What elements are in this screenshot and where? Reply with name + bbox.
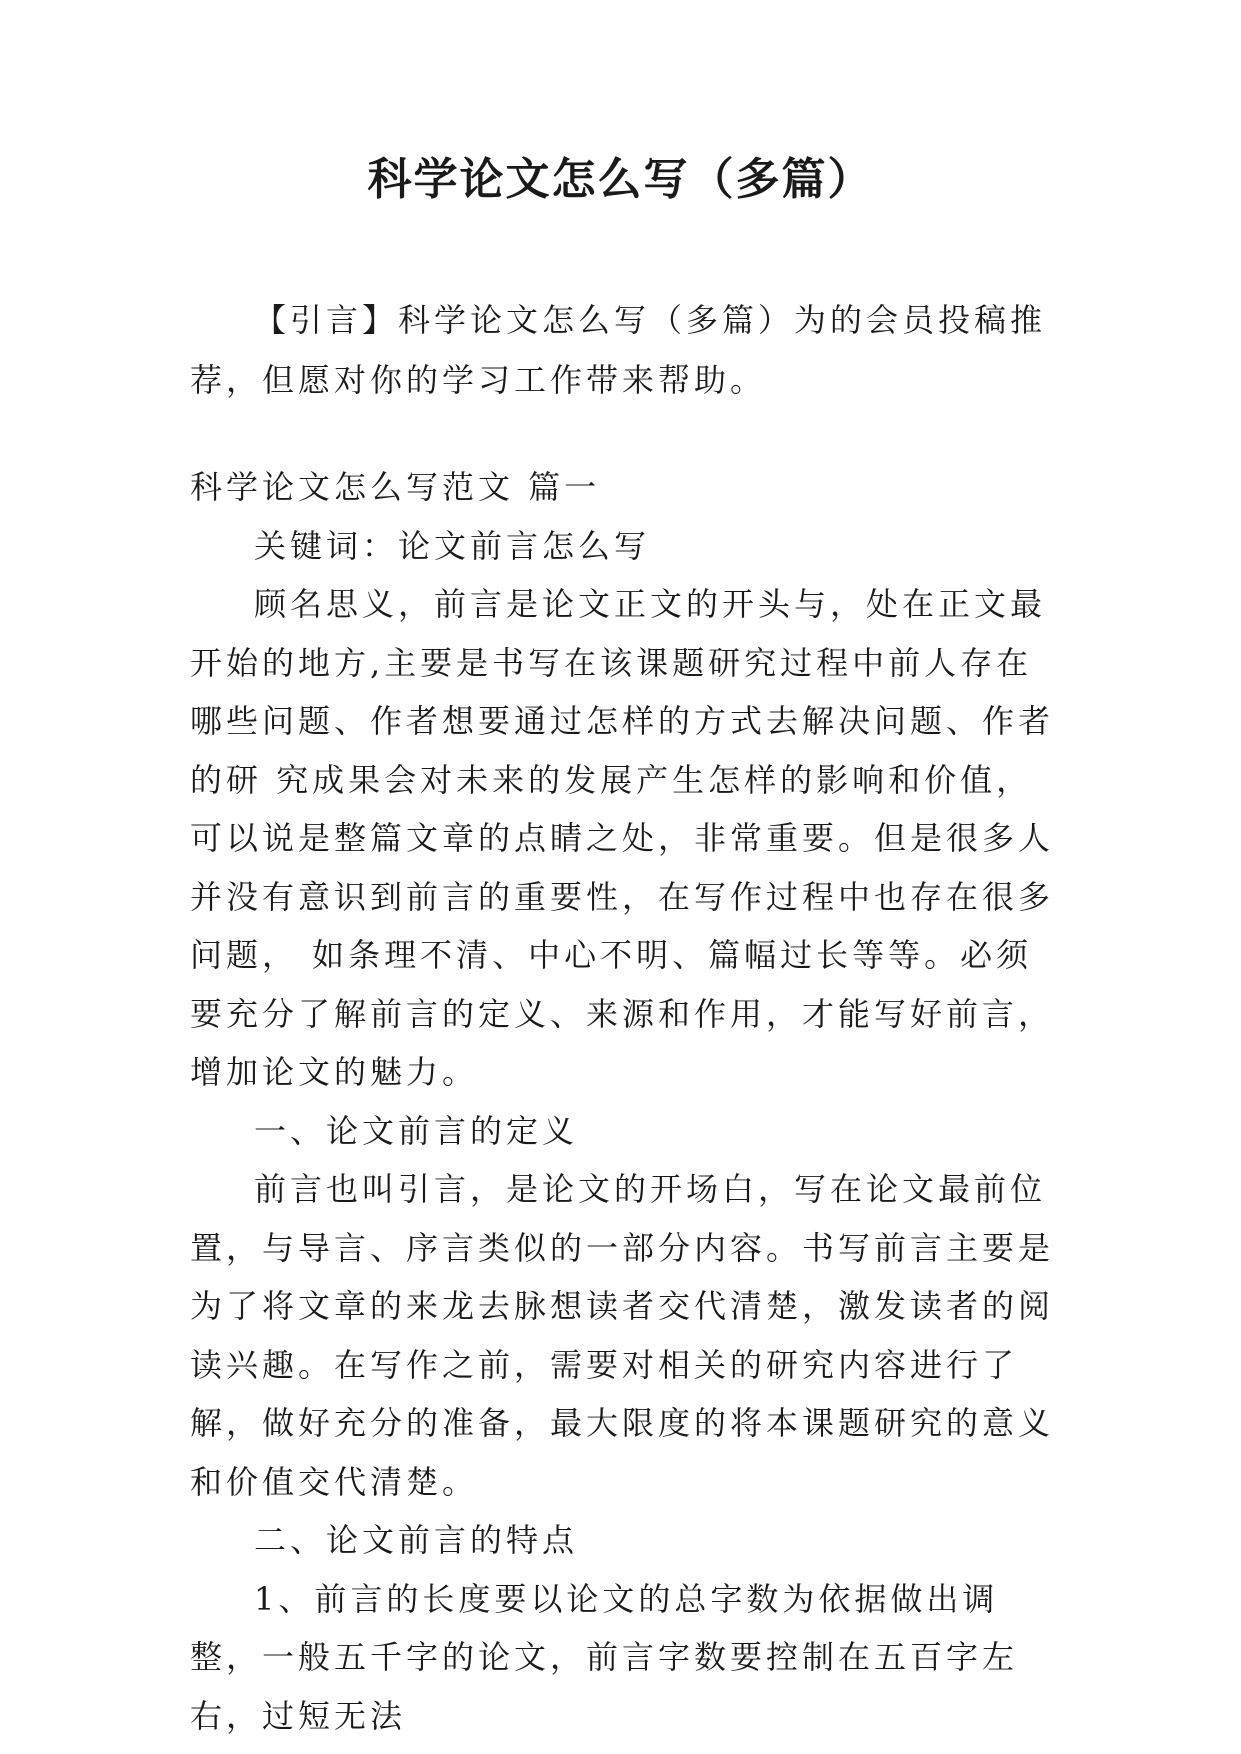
subheading: 二、论文前言的特点 [254,1521,579,1559]
subheading: 一、论文前言的定义 [254,1111,579,1150]
keywords-line: 关键词：论文前言怎么写 [254,526,651,565]
section-heading: 科学论文怎么写范文 篇一 [190,468,601,506]
body-paragraph: 前言也叫引言，是论文的开场白，写在论文最前位置，与导言、序言类似的一部分内容。书写前言主要是为了将文章的来龙去脉想读者交代清楚，激发读者的阅读兴趣。在写作之前，需要对相关的研究内容进行了解，做好充分的准备，最大限度的将本课题研究的意义和价值交代清楚。 [190,1170,1055,1501]
document-body [190,458,1060,1745]
body-paragraph: 顾名思义，前言是论文正文的开头与，处在正文最开始的地方,主要是书写在该课题研究过程中前人存在哪些问题、作者想要通过怎样的方式去解决问题、作者的研 究成果会对未来的发展产生怎样的影响和价值，可以说是整篇文章的点睛之处，非常重要。但是很多人并没有意识到前言的重要性，在写作过程中也存在很多问题， 如条理不清、中心不明、篇幅过长等等。必须要充分了解前言的定义、来源和作用，才能写好前言，增加论文的魅力。 [190,585,1055,1091]
intro-paragraph: 【引言】科学论文怎么写（多篇）为的会员投稿推荐，但愿对你的学习工作带来帮助。 [190,301,1047,399]
document-title: 科学论文怎么写（多篇） [367,154,874,205]
body-paragraph: 1、前言的长度要以论文的总字数为依据做出调整，一般五千字的论文，前言字数要控制在五百字左右，过短无法 [190,1579,1019,1735]
